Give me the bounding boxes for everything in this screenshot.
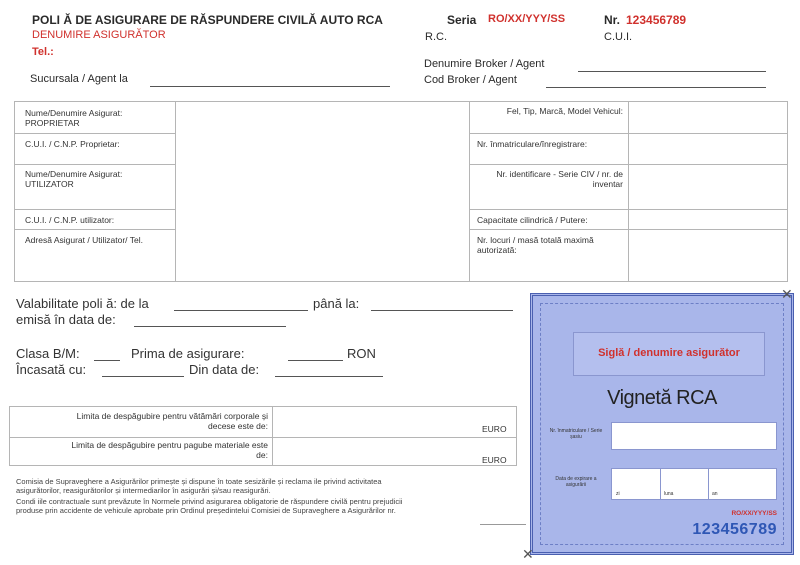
policy-title: POLI Ă DE ASIGURARE DE RĂSPUNDERE CIVILĂ AUTO RCA <box>32 13 383 27</box>
broker-code-label: Cod Broker / Agent <box>424 74 517 86</box>
capacity-label: Capacitate cilindrică / Putere: <box>477 215 588 225</box>
collected-field[interactable] <box>102 376 184 377</box>
premium-field[interactable] <box>288 360 343 361</box>
tel-label: Tel.: <box>32 46 54 58</box>
valid-to-label: până la: <box>313 296 360 311</box>
bm-class-label: Clasa B/M: <box>16 346 80 361</box>
from-date-label: Din data de: <box>189 362 260 377</box>
rc-label: R.C. <box>425 31 447 43</box>
cui-label: C.U.I. <box>604 31 633 43</box>
vignette-seria: RO/XX/YYY/SS <box>731 510 777 517</box>
issued-field[interactable] <box>134 326 286 327</box>
identification-label: Nr. identificare - Serie CIV / nr. de inventar <box>496 169 623 189</box>
user-cui-label: C.U.I. / C.N.P. utilizator: <box>25 215 115 225</box>
number-value: 123456789 <box>626 13 687 27</box>
issued-label: emisă în data de: <box>16 312 116 327</box>
from-date-field[interactable] <box>275 376 383 377</box>
broker-field[interactable] <box>578 71 766 72</box>
owner-cui-label: C.U.I. / C.N.P. Proprietar: <box>25 139 120 149</box>
premium-label: Prima de asigurare: <box>131 346 245 361</box>
user-name-label: Nume/Denumire Asigurat: UTILIZATOR <box>25 169 123 189</box>
number-label: Nr. <box>604 13 621 27</box>
footer-line-2: asigurătorilor, reasigurătorilor și intermediarilor în asigurări și/sau reasigurări. <box>16 486 271 495</box>
broker-label: Denumire Broker / Agent <box>424 58 545 70</box>
vignette-year-label: an <box>712 491 718 497</box>
branch-label: Sucursala / Agent la <box>30 73 128 85</box>
cut-mark-bottom-icon: ✕ <box>522 546 534 562</box>
vignette-registration-label: Nr. înmatriculare / Serie șasiu <box>549 428 603 440</box>
vignette-month-label: luna <box>664 491 674 497</box>
rca-vignette <box>530 293 794 555</box>
bm-class-field[interactable] <box>94 360 120 361</box>
premium-currency: RON <box>347 346 376 361</box>
seats-label: Nr. locuri / masă totală maximă autorizată: <box>477 235 594 255</box>
seria-value: RO/XX/YYY/SS <box>488 13 566 25</box>
valid-from-field[interactable] <box>174 310 308 311</box>
vignette-registration-field[interactable] <box>611 422 777 450</box>
order-number-field[interactable] <box>480 524 526 525</box>
seria-label: Seria <box>447 13 477 27</box>
broker-code-field[interactable] <box>546 87 766 88</box>
footer-line-4: produse prin accidente de vehicule aprobate prin Ordinul președintelui Comisiei de Supraveghere a Asigurărilor nr. <box>16 506 396 515</box>
bodily-limit-currency: EURO <box>482 424 507 434</box>
owner-name-label: Nume/Denumire Asigurat: PROPRIETAR <box>25 108 123 128</box>
insurer-seal-label: Siglă / denumire asigurător <box>598 347 740 359</box>
cut-mark-top-icon: ✕ <box>781 286 793 302</box>
footer-line-3: Condi iile contractuale sunt prevăzute în Normele privind asigurarea obligatorie de răspundere civilă pentru prejudicii <box>16 497 403 506</box>
bodily-limit-label: Limita de despăgubire pentru vătămări corporale și decese este de: <box>76 411 268 431</box>
material-limit-label: Limita de despăgubire pentru pagube materiale este de: <box>71 440 268 460</box>
limits-table <box>9 406 517 466</box>
vignette-title: Vignetă RCA <box>607 387 717 409</box>
vignette-validity-label: Data de expirare a asigurării <box>555 476 597 488</box>
insurer-seal-box <box>573 332 765 376</box>
material-limit-currency: EURO <box>482 455 507 465</box>
vignette-number: 123456789 <box>692 521 777 538</box>
vignette-day-label: zi <box>616 491 620 497</box>
vignette-validity-field[interactable] <box>611 468 777 500</box>
valid-from-label: Valabilitate poli ă: de la <box>16 296 149 311</box>
collected-label: Încasată cu: <box>16 362 87 377</box>
address-label: Adresă Asigurat / Utilizator/ Tel. <box>25 235 143 245</box>
footer-line-1: Comisia de Supraveghere a Asigurărilor primește și dispune în toate sesizările și reclama ile privind activitatea <box>16 477 382 486</box>
valid-to-field[interactable] <box>371 310 513 311</box>
registration-label: Nr. înmatriculare/înregistrare: <box>477 139 588 149</box>
vehicle-model-label: Fel, Tip, Marcă, Model Vehicul: <box>506 106 623 116</box>
branch-field[interactable] <box>150 86 390 87</box>
insurer-name: DENUMIRE ASIGURĂTOR <box>32 29 166 41</box>
insured-vehicle-table <box>14 101 788 282</box>
